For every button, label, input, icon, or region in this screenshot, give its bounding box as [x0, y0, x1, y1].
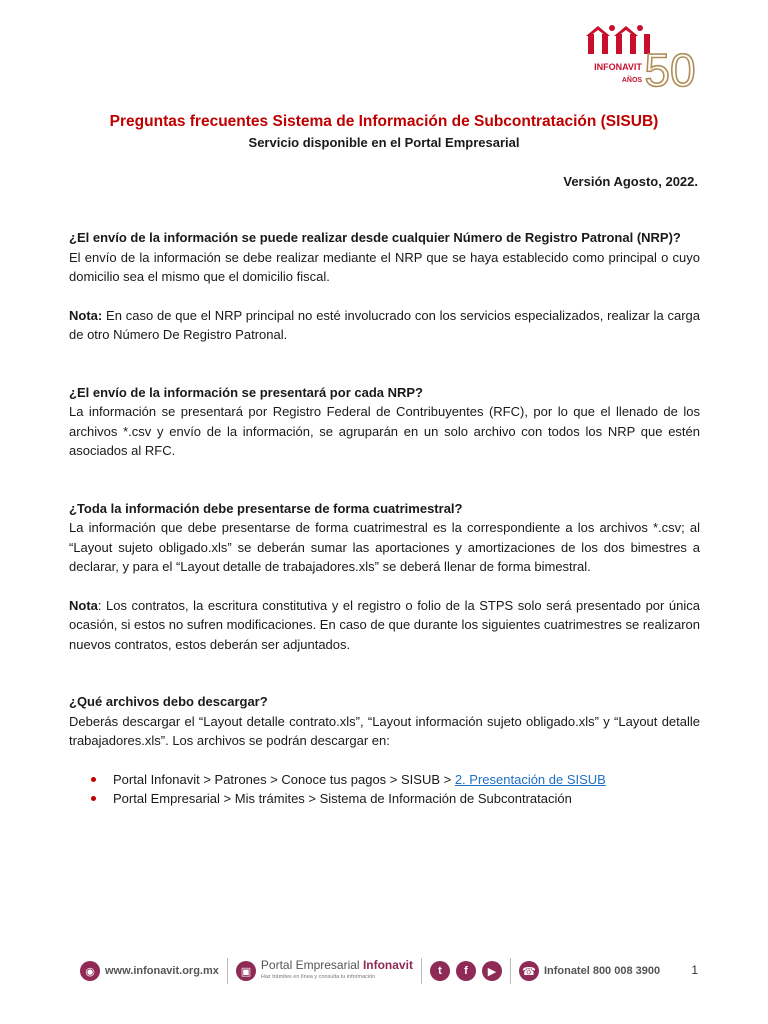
- version-label: Versión Agosto, 2022.: [563, 174, 698, 189]
- note-3: [69, 596, 700, 655]
- portal-prefix: Portal Empresarial: [260, 958, 363, 972]
- download-locations-list: [69, 770, 700, 809]
- logo-sub: AÑOS: [621, 77, 643, 84]
- note-1: [69, 306, 700, 345]
- sisub-presentation-link[interactable]: 2. Presentación de SISUB: [454, 771, 606, 787]
- question-1: ¿El envío de la información se puede realizar desde cualquier Número de Registro Patronal (NRP)?: [69, 230, 681, 245]
- portal-empresarial-brand: [261, 959, 413, 983]
- footer-divider: [510, 958, 511, 984]
- question-2: ¿El envío de la información se presentará por cada NRP?: [69, 384, 423, 400]
- globe-icon: ◉: [80, 961, 100, 981]
- twitter-icon[interactable]: t: [430, 961, 450, 981]
- faq-content: [69, 228, 700, 809]
- note-1-label: Nota:: [69, 307, 103, 323]
- page-title: Preguntas frecuentes Sistema de Información de Subcontratación (SISUB): [109, 113, 659, 130]
- note-1-text: En caso de que el NRP principal no esté involucrado con los servicios especializados, realizar la carga de otro Número De Registro Patronal.: [69, 307, 700, 342]
- infonatel-number: Infonatel 800 008 3900: [543, 965, 661, 977]
- footer-divider: [421, 958, 422, 984]
- list-item-text: Portal Infonavit > Patrones > Conoce tus pagos > SISUB >: [113, 771, 455, 787]
- facebook-icon[interactable]: f: [456, 961, 476, 981]
- logo-graphic: [584, 22, 698, 106]
- footer-divider: [227, 958, 228, 984]
- answer-1: El envío de la información se debe realizar mediante el NRP que se haya establecido como principal o cuyo domicilio sea el mismo que el domicilio fiscal.: [69, 249, 700, 284]
- footer-website[interactable]: www.infonavit.org.mx: [105, 965, 219, 977]
- page-footer: [80, 955, 700, 987]
- list-item: [69, 770, 700, 790]
- list-item-text: Portal Empresarial > Mis trámites > Sistema de Información de Subcontratación: [113, 791, 572, 806]
- page-number: 1: [691, 963, 698, 977]
- answer-3: La información que debe presentarse de forma cuatrimestral es la correspondiente a los archivos *.csv; al “Layout sujeto obligado.xls” se deberán sumar las aportaciones y amortizaciones de los dos bimestres a declarar, y para el “Layout detalle de trabajadores.xls” se deberá llenar de forma bimestral.: [69, 520, 700, 574]
- youtube-icon[interactable]: ▶: [482, 961, 502, 981]
- list-item: [69, 789, 700, 809]
- note-3-label: Nota: [69, 597, 98, 613]
- phone-icon: ☎: [519, 961, 539, 981]
- infonavit-50-logo: [584, 22, 698, 106]
- logo-number: 50: [644, 44, 696, 96]
- answer-2: La información se presentará por Registro Federal de Contribuyentes (RFC), por lo que el llenado de los archivos *.csv y envío de la información, se agruparán en un solo archivo con todos los NRP que estén asociados al RFC.: [69, 404, 700, 458]
- portal-icon: ▣: [236, 961, 256, 981]
- portal-brand: Infonavit: [362, 958, 413, 972]
- question-4: ¿Qué archivos debo descargar?: [69, 694, 268, 709]
- note-3-text: : Los contratos, la escritura constitutiva y el registro o folio de la STPS solo será presentado por única ocasión, si estos no sufren modificaciones. En caso de que durante los siguientes cuatrimestres se realizaron nuevos contratos, estos deberán ser adjuntados.: [69, 597, 700, 652]
- logo-brand: INFONAVIT: [594, 62, 642, 72]
- portal-tagline: Haz trámites en línea y consulta tu información: [260, 974, 376, 980]
- question-3: ¿Toda la información debe presentarse de forma cuatrimestral?: [69, 500, 463, 516]
- page-subtitle: Servicio disponible en el Portal Empresarial: [248, 135, 520, 150]
- answer-4: Deberás descargar el “Layout detalle contrato.xls”, “Layout información sujeto obligado.xls” y “Layout detalle trabajadores.xls”. Los archivos se podrán descargar en:: [69, 713, 700, 748]
